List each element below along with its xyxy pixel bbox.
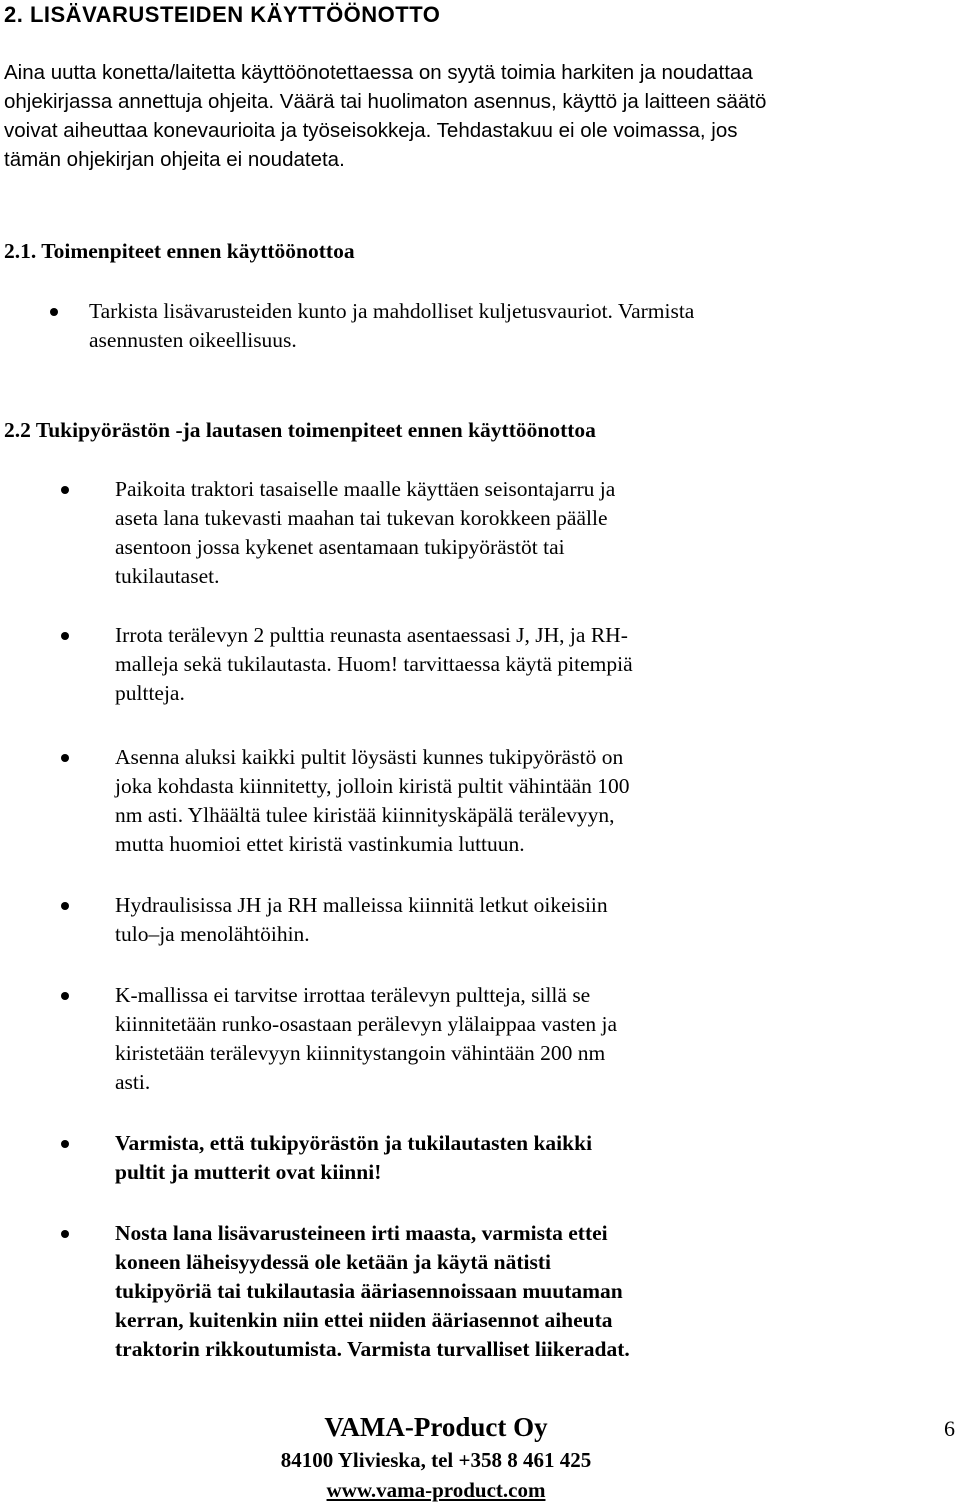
bullet-text <box>115 621 633 708</box>
bullet-line: tukilautaset. <box>115 564 220 588</box>
footer-company: VAMA-Product Oy <box>324 1412 548 1442</box>
bullet-line: Asenna aluksi kaikki pultit löysästi kunnes tukipyörästö on <box>115 745 624 769</box>
bullet-text-warning <box>115 1219 630 1364</box>
intro-line: tämän ohjekirjan ohjeita ei noudateta. <box>4 148 345 171</box>
bullet-text-warning <box>115 1129 592 1187</box>
subsection-title-2-2: 2.2 Tukipyörästön -ja lautasen toimenpiteet ennen käyttöönottoa <box>4 418 596 442</box>
bullet-text <box>115 981 617 1097</box>
bullet-line: joka kohdasta kiinnitetty, jolloin kiristä pultit vähintään 100 <box>115 774 630 798</box>
bullet-dot <box>61 1230 69 1238</box>
bullet-line: kerran, kuitenkin niin ettei niiden ääriasennot aiheuta <box>115 1308 613 1332</box>
bullet-line: pultteja. <box>115 681 185 705</box>
bullet-line: K-mallissa ei tarvitse irrottaa terälevyn pultteja, sillä se <box>115 983 591 1007</box>
intro-line: ohjekirjassa annettuja ohjeita. Väärä tai huolimaton asennus, käyttö ja laitteen säätö <box>4 90 767 113</box>
page-number: 6 <box>944 1416 955 1441</box>
bullet-line: traktorin rikkoutumista. Varmista turvalliset liikeradat. <box>115 1337 630 1361</box>
footer-website-link[interactable]: www.vama-product.com <box>326 1478 546 1502</box>
bullet-text <box>115 891 608 949</box>
bullet-line: aseta lana tukevasti maahan tai tukevan korokkeen päälle <box>115 506 608 530</box>
bullet-dot <box>61 902 69 910</box>
bullet-text <box>115 743 630 859</box>
bullet-line: asti. <box>115 1070 151 1094</box>
bullet-text <box>89 297 694 355</box>
bullet-line: Irrota terälevyn 2 pulttia reunasta asentaessasi J, JH, ja RH- <box>115 623 628 647</box>
bullet-line: kiinnitetään runko-osastaan perälevyn ylälaippaa vasten ja <box>115 1012 618 1036</box>
subsection-title-2-1: 2.1. Toimenpiteet ennen käyttöönottoa <box>4 239 355 263</box>
bullet-line: Nosta lana lisävarusteineen irti maasta, varmista ettei <box>115 1221 608 1245</box>
footer-address: 84100 Ylivieska, tel +358 8 461 425 <box>280 1448 592 1472</box>
bullet-line: asennusten oikeellisuus. <box>89 328 297 352</box>
bullet-line: mutta huomioi ettet kiristä vastinkumia luttuun. <box>115 832 525 856</box>
bullet-dot <box>61 486 69 494</box>
bullet-text <box>115 475 615 591</box>
bullet-line: Tarkista lisävarusteiden kunto ja mahdolliset kuljetusvauriot. Varmista <box>89 299 695 323</box>
intro-paragraph <box>4 58 904 174</box>
bullet-line: asentoon jossa kykenet asentamaan tukipyörästöt tai <box>115 535 565 559</box>
bullet-dot <box>61 992 69 1000</box>
bullet-line: Varmista, että tukipyörästön ja tukilautasten kaikki <box>115 1131 593 1155</box>
section-heading: 2. LISÄVARUSTEIDEN KÄYTTÖÖNOTTO <box>4 2 441 27</box>
intro-line: Aina uutta konetta/laitetta käyttöönotettaessa on syytä toimia harkiten ja noudattaa <box>4 61 753 84</box>
bullet-line: Hydraulisissa JH ja RH malleissa kiinnitä letkut oikeisiin <box>115 893 608 917</box>
bullet-dot <box>61 754 69 762</box>
bullet-line: nm asti. Ylhäältä tulee kiristää kiinnityskäpälä terälevyyn, <box>115 803 615 827</box>
bullet-line: kiristetään terälevyyn kiinnitystangoin vähintään 200 nm <box>115 1041 606 1065</box>
bullet-line: tukipyöriä tai tukilautasia ääriasennoissaan muutaman <box>115 1279 623 1303</box>
bullet-dot <box>61 1140 69 1148</box>
bullet-line: malleja sekä tukilautasta. Huom! tarvittaessa käytä pitempiä <box>115 652 633 676</box>
intro-line: voivat aiheuttaa konevaurioita ja työseisokkeja. Tehdastakuu ei ole voimassa, jos <box>4 119 738 142</box>
bullet-line: tulo–ja menolähtöihin. <box>115 922 310 946</box>
bullet-line: koneen läheisyydessä ole ketään ja käytä nätisti <box>115 1250 552 1274</box>
bullet-line: Paikoita traktori tasaiselle maalle käyttäen seisontajarru ja <box>115 477 616 501</box>
bullet-line: pultit ja mutterit ovat kiinni! <box>115 1160 382 1184</box>
bullet-dot <box>50 308 58 316</box>
bullet-dot <box>61 632 69 640</box>
